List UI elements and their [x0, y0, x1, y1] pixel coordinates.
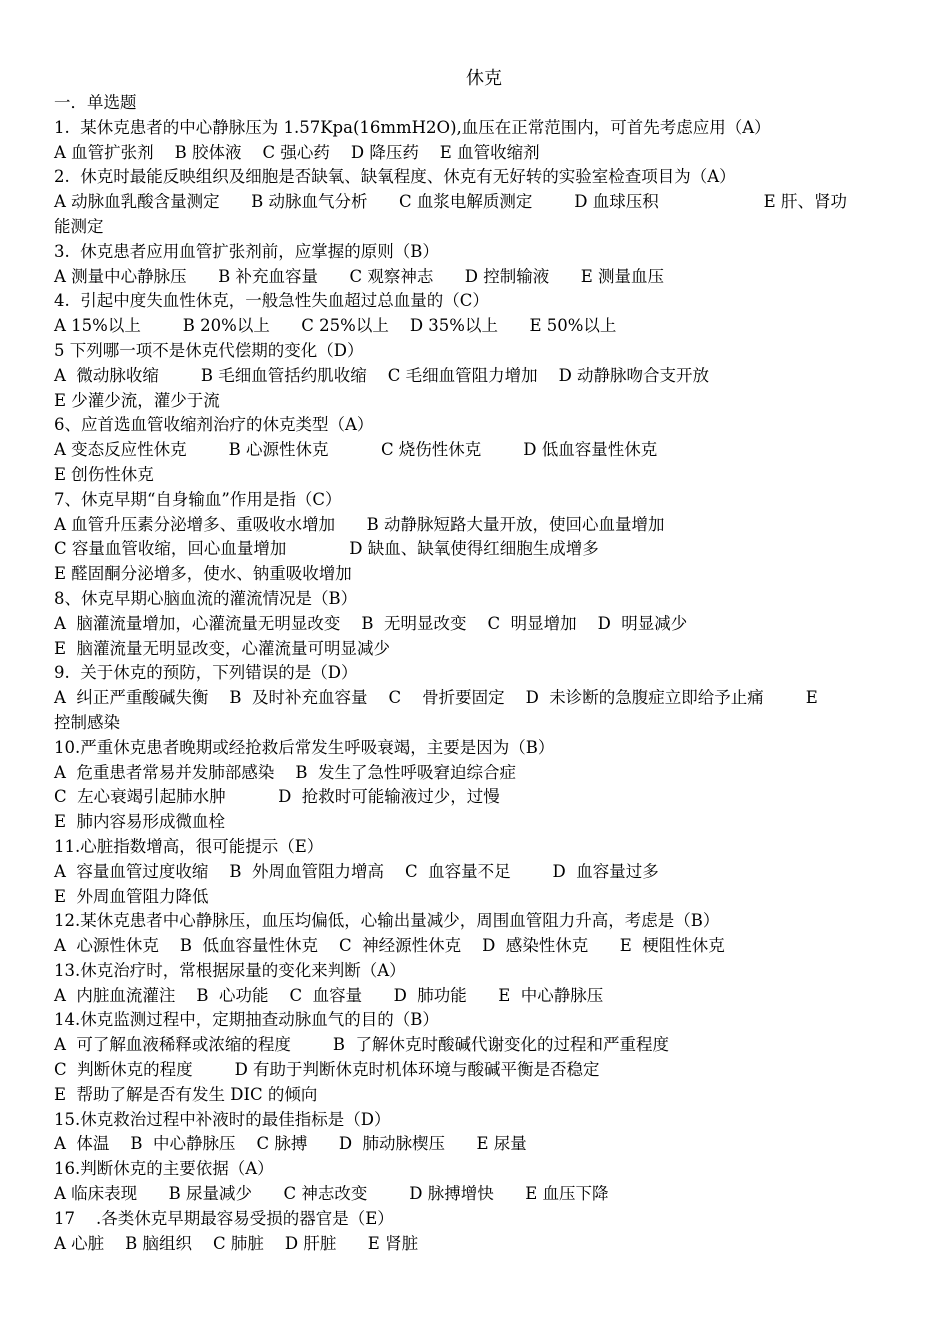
text-line: A 微动脉收缩 B 毛细血管括约肌收缩 C 毛细血管阻力增加 D 动静脉吻合支开放 — [54, 365, 710, 385]
text-line: 1. 某休克患者的中心静脉压为 1.57Kpa(16mmH2O),血压在正常范围内，可首先考虑应用（A） — [54, 117, 771, 137]
text-line: E 脑灌流量无明显改变，心灌流量可明显减少 — [54, 638, 391, 658]
text-line: 6、应首选血管收缩剂治疗的休克类型（A） — [54, 415, 374, 435]
text-line: A 脑灌流量增加，心灌流量无明显改变 B 无明显改变 C 明显增加 D 明显减少 — [54, 613, 688, 633]
text-line: A 血管升压素分泌增多、重吸收水增加 B 动静脉短路大量开放，使回心血量增加 — [54, 514, 665, 534]
text-line: 9. 关于休克的预防，下列错误的是（D） — [54, 663, 358, 683]
text-line: A 纠正严重酸碱失衡 B 及时补充血容量 C 骨折要固定 D 未诊断的急腹症立即给予止痛 E — [54, 688, 818, 708]
text-line: A 危重患者常易并发肺部感染 B 发生了急性呼吸窘迫综合症 — [54, 762, 516, 782]
text-line: E 醛固酮分泌增多，使水、钠重吸收增加 — [54, 564, 352, 584]
document-body — [54, 91, 914, 1256]
text-line: 4. 引起中度失血性休克，一般急性失血超过总血量的（C） — [54, 291, 489, 311]
text-line: 控制感染 — [54, 712, 120, 732]
text-line: 8、休克早期心脑血流的灌流情况是（B） — [54, 588, 358, 608]
text-line: E 少灌少流，灌少于流 — [54, 390, 220, 410]
text-line: 13.休克治疗时，常根据尿量的变化来判断（A） — [54, 960, 406, 980]
text-line: E 肺内容易形成微血栓 — [54, 812, 226, 832]
text-line: 11.心脏指数增高，很可能提示（E） — [54, 836, 324, 856]
text-line: 3. 休克患者应用血管扩张剂前，应掌握的原则（B） — [54, 241, 439, 261]
text-line: 14.休克监测过程中，定期抽查动脉血气的目的（B） — [54, 1010, 439, 1030]
text-line: 17 .各类休克早期最容易受损的器官是（E） — [54, 1208, 394, 1228]
text-line: A 测量中心静脉压 B 补充血容量 C 观察神志 D 控制输液 E 测量血压 — [54, 266, 665, 286]
text-line: C 容量血管收缩，回心血量增加 D 缺血、缺氧使得红细胞生成增多 — [54, 539, 599, 559]
text-line: A 容量血管过度收缩 B 外周血管阻力增高 C 血容量不足 D 血容量过多 — [54, 861, 659, 881]
text-line: 10.严重休克患者晚期或经抢救后常发生呼吸衰竭，主要是因为（B） — [54, 737, 555, 757]
text-line: 12.某休克患者中心静脉压，血压均偏低，心输出量减少，周围血管阻力升高，考虑是（B） — [54, 911, 720, 931]
text-line: 5 下列哪一项不是休克代偿期的变化（D） — [54, 340, 364, 360]
text-line: C 判断休克的程度 D 有助于判断休克时机体环境与酸碱平衡是否稳定 — [54, 1060, 600, 1080]
text-line: 能测定 — [54, 216, 104, 236]
document-page — [54, 66, 914, 1256]
text-line: A 体温 B 中心静脉压 C 脉搏 D 肺动脉楔压 E 尿量 — [54, 1134, 527, 1154]
text-line: A 血管扩张剂 B 胶体液 C 强心药 D 降压药 E 血管收缩剂 — [54, 142, 540, 162]
text-line: A 15%以上 B 20%以上 C 25%以上 D 35%以上 E 50%以上 — [54, 316, 617, 336]
text-line: A 内脏血流灌注 B 心功能 C 血容量 D 肺功能 E 中心静脉压 — [54, 985, 604, 1005]
text-line: E 创伤性休克 — [54, 464, 154, 484]
text-line: 7、休克早期“自身输血”作用是指（C） — [54, 489, 342, 509]
text-line: E 外周血管阻力降低 — [54, 886, 209, 906]
document-title: 休克 — [466, 68, 502, 89]
text-line: A 变态反应性休克 B 心源性休克 C 烧伤性休克 D 低血容量性休克 — [54, 440, 658, 460]
text-line: 一．单选题 — [54, 93, 137, 112]
text-line: A 动脉血乳酸含量测定 B 动脉血气分析 C 血浆电解质测定 D 血球压积 E 肝、肾功 — [54, 192, 847, 212]
text-line: A 临床表现 B 尿量减少 C 神志改变 D 脉搏增快 E 血压下降 — [54, 1184, 609, 1204]
text-line: A 可了解血液稀释或浓缩的程度 B 了解休克时酸碱代谢变化的过程和严重程度 — [54, 1035, 669, 1055]
text-line: A 心源性休克 B 低血容量性休克 C 神经源性休克 D 感染性休克 E 梗阻性休克 — [54, 936, 725, 956]
text-line: 16.判断休克的主要依据（A） — [54, 1159, 274, 1179]
text-line: C 左心衰竭引起肺水肿 D 抢救时可能输液过少，过慢 — [54, 787, 500, 807]
text-line: A 心脏 B 脑组织 C 肺脏 D 肝脏 E 肾脏 — [54, 1233, 419, 1253]
text-line: 2. 休克时最能反映组织及细胞是否缺氧、缺氧程度、休克有无好转的实验室检查项目为（A） — [54, 167, 736, 187]
text-line: 15.休克救治过程中补液时的最佳指标是（D） — [54, 1109, 391, 1129]
text-line: E 帮助了解是否有发生 DIC 的倾向 — [54, 1084, 318, 1104]
